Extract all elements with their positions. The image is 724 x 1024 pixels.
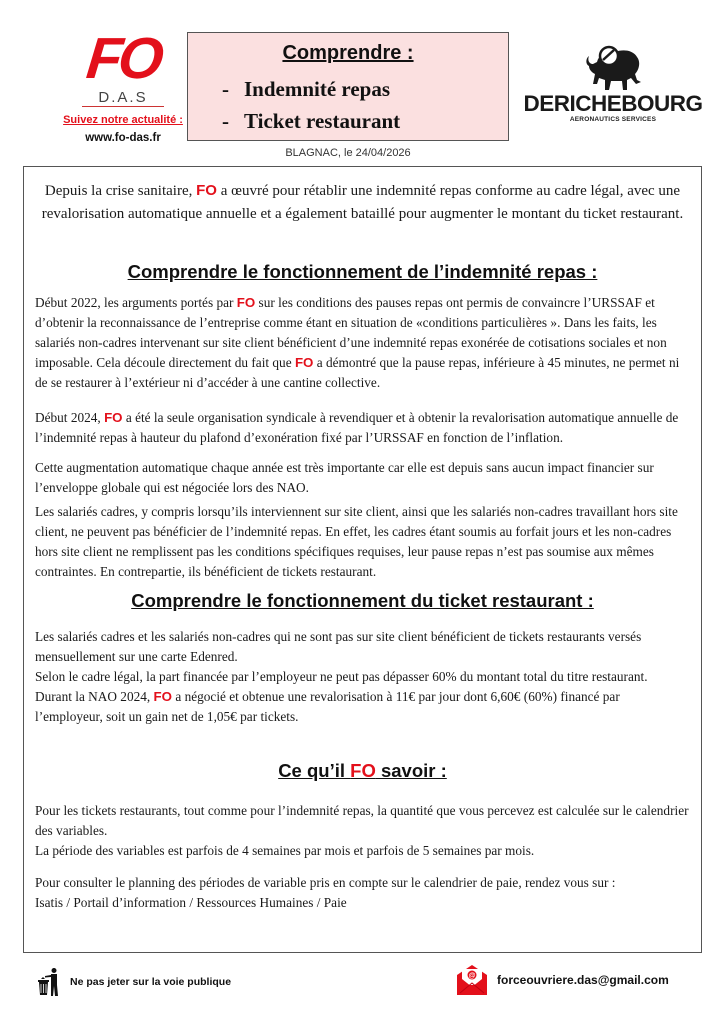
paragraph-text: Durant la NAO 2024, <box>35 689 154 704</box>
paragraph-text: Début 2022, les arguments portés par <box>35 295 237 310</box>
intro-text: Depuis la crise sanitaire, <box>44 183 197 199</box>
intro-paragraph <box>34 180 691 225</box>
paragraph-line: Pour consulter le planning des périodes de variable pris en compte sur le calendrier de paie, rendez vous sur : <box>35 875 616 890</box>
heading-text: savoir : <box>375 760 447 781</box>
fo-mention: FO <box>294 355 314 370</box>
heading-text: Ce qu’il <box>278 760 351 781</box>
paragraph <box>35 873 689 913</box>
fo-das-logo <box>63 26 183 146</box>
email-envelope-icon <box>455 963 489 997</box>
paragraph-text: a été la seule organisation syndicale à revendiquer et à obtenir la revalorisation automatique annuelle de l’indemnité repas à hauteur du plafond d’exonération fixé par l’URSSAF en fonction de l’inflation. <box>35 410 679 445</box>
title-item-dash: - <box>222 109 229 133</box>
title-item <box>222 109 400 134</box>
fo-logo-org: D.A.S <box>98 89 148 106</box>
bison-icon <box>581 44 645 94</box>
fo-logo-tagline <box>82 106 164 111</box>
paragraph <box>35 627 689 727</box>
paragraph-text: sur les conditions des pauses repas ont permis de convaincre l’URSSAF et d’obtenir la reconnaissance de l’entreprise comme étant en situation de «conditions particulières ». Dans les faits, les salariés non-cadres intervenant sur site client bénéficient d’une indemnité repas exonérée de cotisations sociales et non imposable. Cela découle directement du fait que <box>35 295 667 370</box>
intro-text: a œuvré pour rétablir une indemnité repas conforme au cadre légal, avec une revalorisation automatique annuelle et a également bataillé pour augmenter le montant du ticket restaurant. <box>41 183 684 222</box>
title-box <box>187 32 509 141</box>
content-box <box>23 166 702 953</box>
paragraph-text: Début 2024, <box>35 410 105 425</box>
paragraph-line: Pour les tickets restaurants, tout comme pour l’indemnité repas, la quantité que vous percevez est calculée sur le calendrier des variables. <box>35 803 689 838</box>
paragraph <box>35 801 689 861</box>
contact-email <box>455 963 669 997</box>
paragraph-line: Selon le cadre légal, la part financée par l’employeur ne peut pas dépasser 60% du montant total du titre restaurant. <box>35 669 648 684</box>
litter-notice-text: Ne pas jeter sur la voie publique <box>70 976 232 988</box>
fo-logo-mark: FO <box>83 26 163 91</box>
fo-mention: FO <box>196 182 217 199</box>
fo-mention: FO <box>236 295 256 310</box>
trash-bin-icon <box>37 967 61 997</box>
company-name: DERICHEBOURG <box>523 91 703 116</box>
dateline: BLAGNAC, le 24/04/2026 <box>285 147 411 159</box>
section-heading-savoir <box>24 760 701 782</box>
email-link[interactable]: forceouvriere.das@gmail.com <box>497 973 669 987</box>
section-heading-indemnite: Comprendre le fonctionnement de l’indemnité repas : <box>127 261 598 282</box>
section-heading-ticket: Comprendre le fonctionnement du ticket restaurant : <box>131 590 594 611</box>
svg-text:@: @ <box>468 972 476 980</box>
paragraph: Les salariés cadres, y compris lorsqu’ils interviennent sur site client, ainsi que les salariés non-cadres travaillant hors site client, ne peuvent pas bénéficier de l’indemnité repas. En effet, les cadres étant soumis au forfait jours et les non-cadres hors site client ne remplissent pas les conditions spécifiques requises, leur pause repas n’est pas soumise aux mêmes contraintes. En contrepartie, ils bénéficient de tickets restaurant. <box>35 504 678 579</box>
paragraph <box>35 408 689 448</box>
title-item <box>222 77 390 102</box>
paragraph-line: Les salariés cadres et les salariés non-cadres qui ne sont pas sur site client bénéficient de tickets restaurants versés mensuellement sur une carte Edenred. <box>35 629 642 664</box>
derichebourg-logo <box>508 44 718 123</box>
paragraph-text: a négocié et obtenue une revalorisation à 11€ par jour dont 6,60€ (60%) financé par l’employeur, soit un gain net de 1,05€ par tickets. <box>35 689 620 724</box>
title-item-label: Indemnité repas <box>244 77 391 101</box>
paragraph <box>35 293 689 393</box>
fo-mention: FO <box>350 760 376 781</box>
company-subtitle: AERONAUTICS SERVICES <box>569 116 657 123</box>
paragraph-text: a démontré que la pause repas, inférieure à 45 minutes, ne permet ni de se restaurer à l’extérieur ni d’accéder à une cantine collective. <box>35 355 680 390</box>
paragraph: Cette augmentation automatique chaque année est très importante car elle est depuis sans aucun impact financier sur l’enveloppe globale qui est négociée lors des NAO. <box>35 460 654 495</box>
follow-label: Suivez notre actualité : <box>63 114 183 126</box>
fo-mention: FO <box>153 689 173 704</box>
page-title: Comprendre : <box>282 42 414 64</box>
website-link[interactable]: www.fo-das.fr <box>85 132 161 144</box>
paragraph-line: La période des variables est parfois de 4 semaines par mois et parfois de 5 semaines par mois. <box>35 843 535 858</box>
title-item-dash: - <box>222 77 229 101</box>
paragraph-line <box>35 687 689 727</box>
title-item-label: Ticket restaurant <box>244 109 401 133</box>
paragraph-line: Isatis / Portail d’information / Ressources Humaines / Paie <box>35 895 347 910</box>
fo-mention: FO <box>104 410 123 425</box>
litter-notice <box>37 967 231 997</box>
